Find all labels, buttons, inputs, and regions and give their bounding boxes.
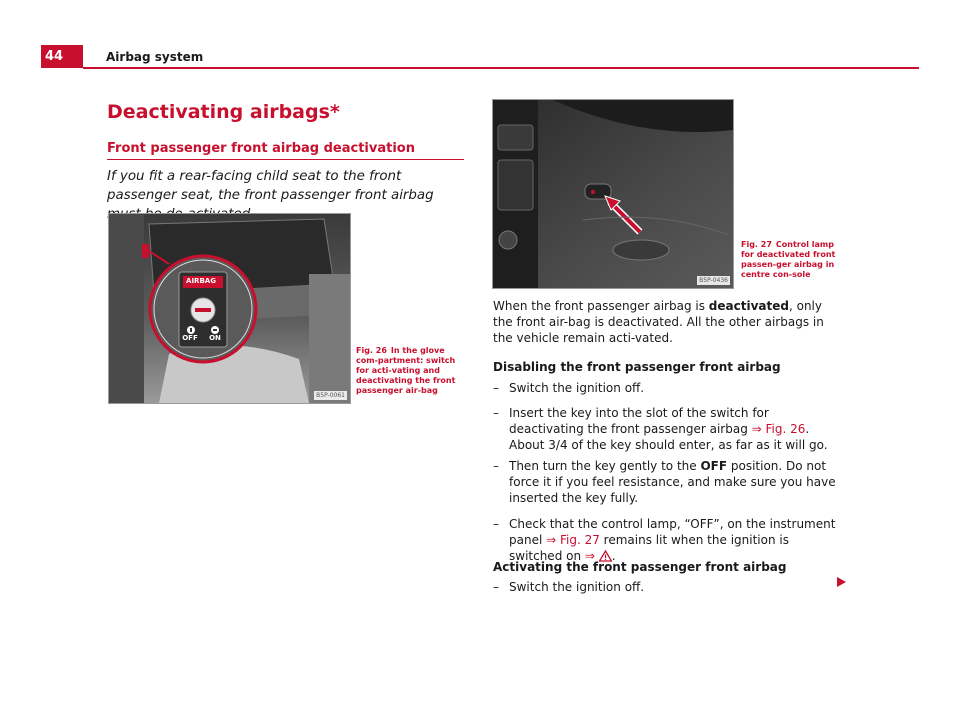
header-rule — [83, 67, 919, 69]
disable-step-1 — [493, 380, 838, 396]
figure-27-label: Fig. 27 — [741, 240, 772, 249]
section-title: Airbag system — [106, 50, 204, 64]
figure-26-label: Fig. 26 — [356, 346, 387, 355]
disable-step-2-text — [509, 405, 838, 453]
enable-step-1 — [493, 579, 838, 595]
enable-step-1-text: Switch the ignition off. — [509, 580, 645, 594]
figure-27-caption — [741, 240, 849, 280]
switch-on-label: ON — [209, 334, 221, 342]
centre-console-illustration — [493, 100, 733, 288]
para1-bold: deactivated — [708, 299, 789, 313]
fig-27-ref-link[interactable]: ⇒ Fig. 27 — [546, 533, 600, 547]
warning-ref-arrow[interactable]: ⇒ — [584, 549, 595, 563]
deactivation-paragraph — [493, 298, 838, 346]
subsection-rule — [107, 159, 464, 160]
figure-26-caption-text: In the glove com-partment: switch for acti-vating and deactivating the front passenger air-bag — [356, 346, 456, 395]
figure-26-image — [108, 213, 351, 404]
page-number: 44 — [41, 45, 83, 68]
step-dash: – — [493, 381, 499, 395]
disable-step-3 — [493, 458, 838, 506]
fig-26-ref-link[interactable]: ⇒ Fig. 26 — [751, 422, 806, 436]
step-dash: – — [493, 517, 499, 531]
step-dash: – — [493, 580, 499, 594]
s2-pre: Insert the key into the slot of the switch for deactivating the front passenger airbag — [509, 406, 769, 436]
para1-pre: When the front passenger airbag is — [493, 299, 709, 313]
s4-mid: remains lit when the ignition is switched on — [509, 533, 789, 563]
figure-26-code: B5P-0061 — [316, 392, 345, 399]
figure-26-caption — [356, 346, 466, 396]
figure-27-image — [492, 99, 734, 289]
step-dash: – — [493, 406, 499, 420]
subsection-title: Front passenger front airbag deactivation — [107, 141, 415, 156]
glove-compartment-illustration — [109, 214, 350, 403]
s4-end: . — [611, 549, 616, 563]
s3-post: position. Do not force it if you feel resistance, and make sure you have inserted the key fully. — [509, 459, 836, 505]
disable-step-1-text: Switch the ignition off. — [509, 381, 645, 395]
s4-pre: Check that the control lamp, “OFF”, on the instrument panel — [509, 517, 836, 547]
disable-step-4-text — [509, 516, 838, 564]
switch-off-label: OFF — [182, 334, 198, 342]
disable-heading: Disabling the front passenger front airbag — [493, 360, 781, 374]
continue-arrow-icon — [837, 577, 846, 587]
switch-airbag-label: AIRBAG — [186, 277, 216, 285]
disable-step-4 — [493, 516, 838, 564]
intro-text: If you fit a rear-facing child seat to the front passenger seat, the front passenger front airbag — [107, 169, 434, 203]
disable-step-3-text — [509, 458, 838, 506]
figure-27-code: B5P-0436 — [699, 277, 728, 284]
enable-heading: Activating the front passenger front airbag — [493, 560, 787, 574]
s3-bold: OFF — [700, 459, 728, 473]
step-dash: – — [493, 459, 499, 473]
figure-27-caption-text: Control lamp for deactivated front passen-ger airbag in centre con-sole — [741, 240, 836, 279]
s3-pre: Then turn the key gently to the — [509, 459, 701, 473]
page-title: Deactivating airbags* — [107, 101, 340, 123]
disable-step-2 — [493, 405, 838, 453]
para1-post: , only the front air-bag is deactivated. All the other airbags in the vehicle remain acti-vated. — [493, 299, 824, 345]
s2-post: . About 3/4 of the key should enter, as far as it will go. — [509, 422, 828, 452]
